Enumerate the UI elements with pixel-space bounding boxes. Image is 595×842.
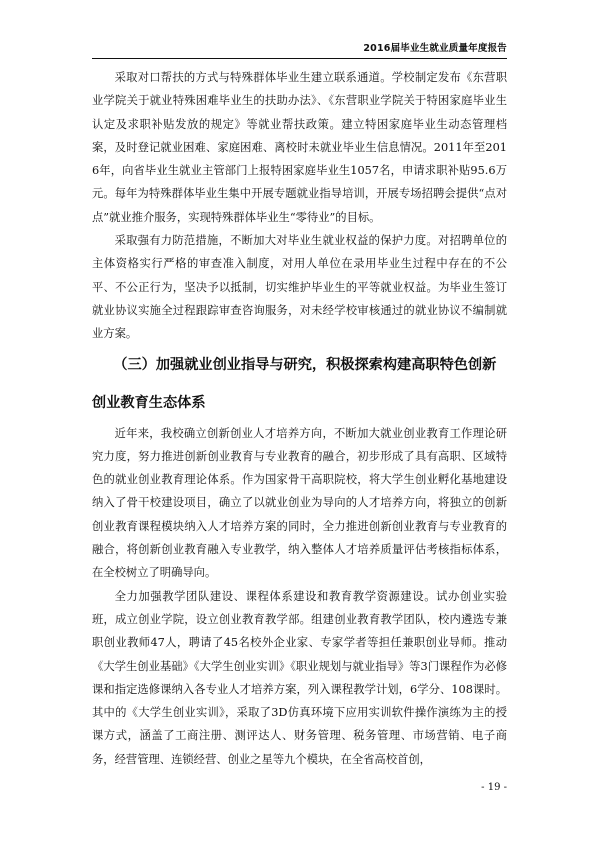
- header-title: 2016届毕业生就业质量年度报告: [363, 43, 507, 54]
- page-header: [92, 38, 507, 59]
- page-content: [92, 66, 507, 771]
- page-number: - 19 -: [481, 782, 507, 793]
- paragraph-rights-protection: 采取强有力防范措施，不断加大对毕业生就业权益的保护力度。对招聘单位的主体资格实行严格的审查准入制度，对用人单位在录用毕业生过程中存在的不公平、不公正行为，坚决予以抵制，切实维护毕业生的平等就业权益。为毕业生签订就业协议实施全过程跟踪审查咨询服务，对未经学校审核通过的就业协议不编制就业方案。: [92, 234, 507, 341]
- section-heading: （三）加强就业创业指导与研究，积极探索构建高职特色创新创业教育生态体系: [92, 356, 497, 411]
- paragraph-research: 近年来，我校确立创新创业人才培养方向，不断加大就业创业教育工作理论研究力度，努力推进创新创业教育与专业教育的融合，初步形成了具有高职、区域特色的就业创业教育理论体系。作为国家骨干高职院校，将大学生创业孵化基地建设纳入了骨干校建设项目，确立了以就业创业为导向的人才培养方向，将独立的创新创业教育课程模块纳入人才培养方案的同时，全力推进创新创业教育与专业教育的融合，将创新创业教育融入专业教学，纳入整体人才培养质量评估考核指标体系，在全校树立了明确导向。: [92, 426, 507, 580]
- paragraph-assistance: 采取对口帮扶的方式与特殊群体毕业生建立联系通道。学校制定发布《东营职业学院关于就业特殊困难毕业生的扶助办法》、《东营职业学院关于特困家庭毕业生认定及求职补贴发放的规定》等就业帮扶政策。建立特困家庭毕业生动态管理档案，及时登记就业困难、家庭困难、离校时未就业毕业生信息情况。2011年至2016年，向省毕业生就业主管部门上报特困家庭毕业生1057名，申请求职补贴95.6万元。每年为特殊群体毕业生集中开展专题就业指导培训，开展专场招聘会提供“点对点”就业推介服务，实现特殊群体毕业生“零待业”的目标。: [92, 71, 507, 224]
- paragraph-team-building: 全力加强教学团队建设、课程体系建设和教育教学资源建设。试办创业实验班，成立创业学院，设立创业教育教学部。组建创业教育教学团队，校内遴选专兼职创业教师47人，聘请了45名校外企业家、专家学者等担任兼职创业导师。推动《大学生创业基础》《大学生创业实训》《职业规划与就业指导》等3门课程作为必修课和指定选修课纳入各专业人才培养方案，列入课程教学计划，6学分、108课时。其中的《大学生创业实训》，采取了3D仿真环境下应用实训软件操作演练为主的授课方式，涵盖了工商注册、测评达人、财务管理、税务管理、市场营销、电子商务，经营管理、连锁经营、创业之星等九个模块，在全省高校首创，: [92, 589, 507, 766]
